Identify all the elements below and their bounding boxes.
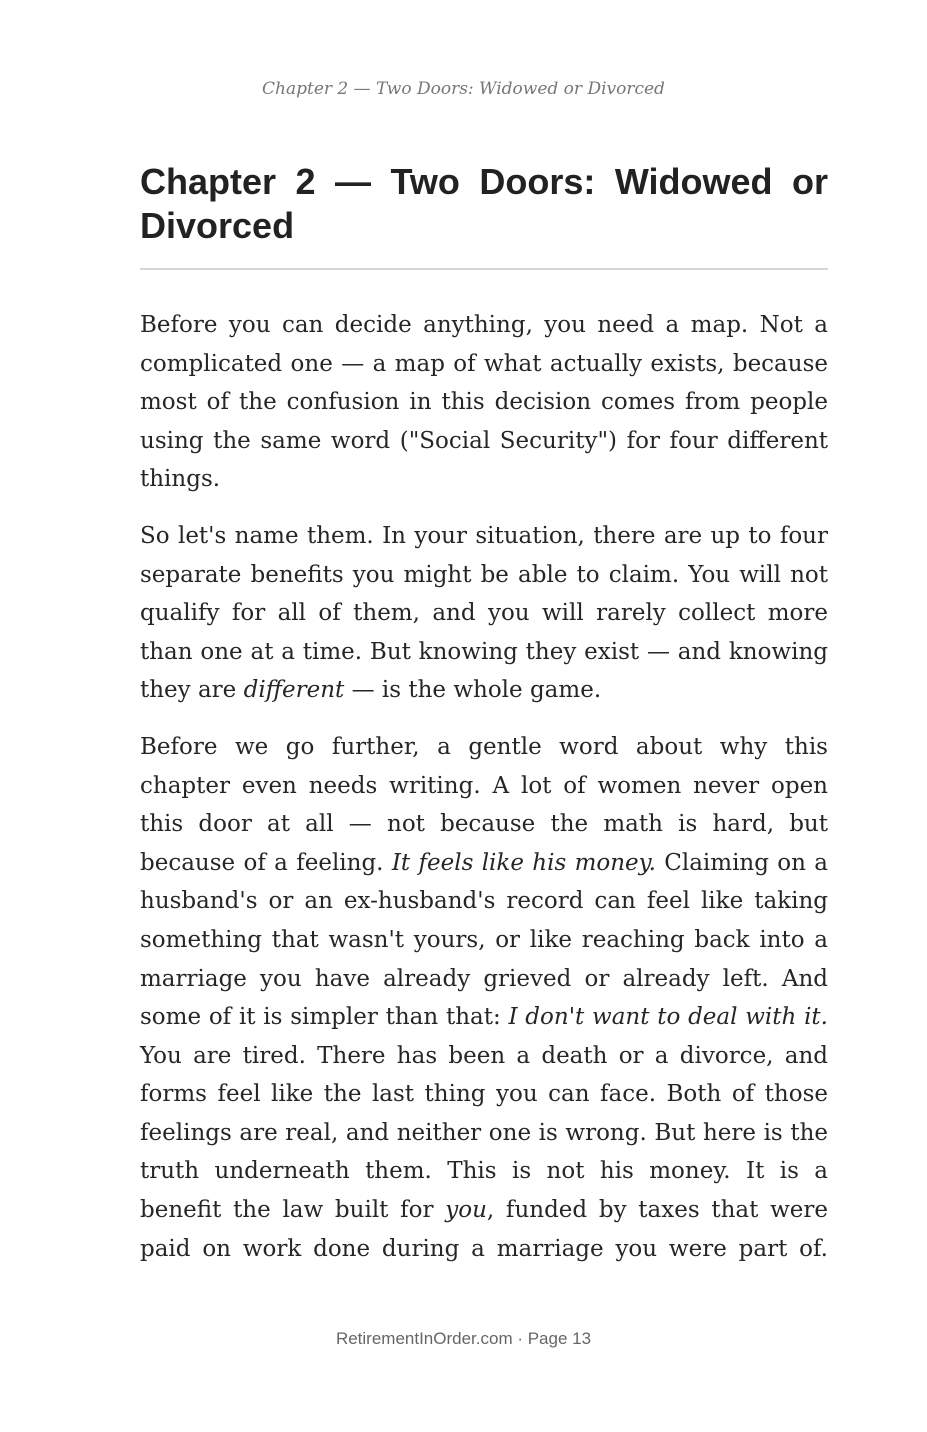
chapter-title: Chapter 2 — Two Doors: Widowed or Divorced [140, 161, 828, 246]
paragraph-3-text-b: Claiming on a husband's or an ex-husband's record can feel like taking something that wasn't yours, or like reaching back into a marriage you have already grieved or already left. And some of it is simpler than that: [140, 849, 828, 1031]
paragraph-2-text-b: — is the whole game. [344, 677, 602, 704]
paragraph-3-emphasis-2: I don't want to deal with it. [508, 1004, 828, 1031]
paragraph-2-emphasis: different [243, 677, 345, 704]
chapter-body [140, 306, 828, 1286]
paragraph-3-emphasis-3: you [445, 1197, 487, 1224]
paragraph-3-text-d: , funded by taxes that were paid on work done during a marriage you were part of. [140, 1197, 828, 1262]
running-header: Chapter 2 — Two Doors: Widowed or Divorced [262, 79, 665, 99]
paragraph-1: Before you can decide anything, you need a map. Not a complicated one — a map of what actually exists, because most of the confusion in this decision comes from people using the same word ("Social Security") for four different things. [140, 312, 828, 493]
paragraph-3 [140, 728, 828, 1268]
paragraph-2-text-a: So let's name them. In your situation, there are up to four separate benefits you might be able to claim. You will not qualify for all of them, and you will rarely collect more than one at a time. But knowing they exist — and knowing they are [140, 522, 828, 704]
paragraph-2 [140, 517, 828, 710]
running-footer: RetirementInOrder.com · Page 13 [335, 1329, 592, 1348]
paragraph-3-text-a: Before we go further, a gentle word about why this chapter even needs writing. A lot of women never open this door at all — not because the math is hard, but because of a feeling. [140, 733, 828, 876]
paragraph-3-emphasis-1: It feels like his money. [391, 849, 656, 876]
title-divider [140, 268, 828, 270]
paragraph-3-text-c: You are tired. There has been a death or a divorce, and forms feel like the last thing you can face. Both of those feelings are real, and neither one is wrong. But here is the truth underneath them. This is not his money. It is a benefit the law built for [140, 1042, 828, 1224]
